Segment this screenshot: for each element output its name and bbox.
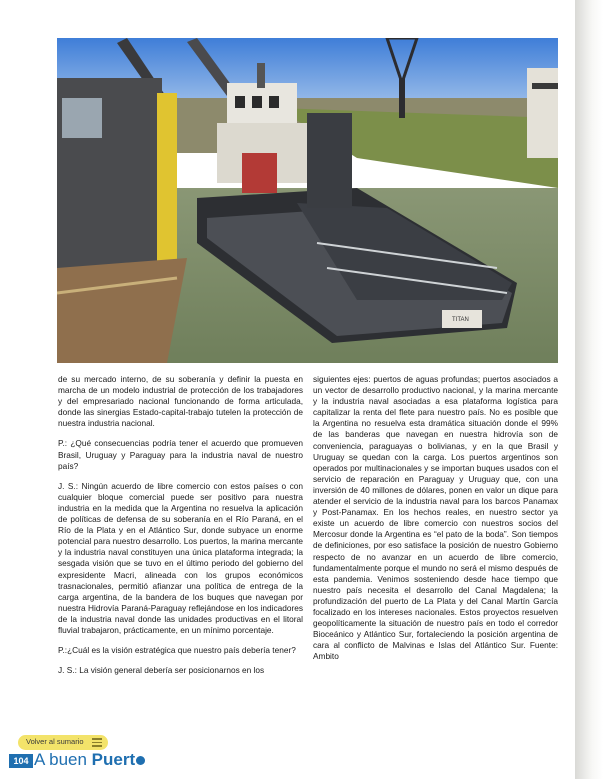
magazine-brand [34, 750, 145, 770]
page-edge-shadow [575, 0, 603, 779]
answer-paragraph: J. S.: La visión general debería ser posicionarnos en los [58, 665, 265, 676]
page-number: 104 [9, 754, 33, 768]
back-to-contents-label: Volver al sumario [26, 737, 84, 746]
article-paragraph: siguientes ejes: puertos de aguas profundas; puertos asociados a un vector de desarrollo productivo nacional, y la marina mercante y la industria naval asociadas a esa plataforma logística para capitalizar la renta del flete para nuestro país. No es posible que la Argentina no resuelva esta dramática situación donde el 99% de las banderas que navegan en nuestra hidrovía son de conveniencia, paraguayas o bolivianas, y en la que Brasil y Uruguay se quedan con la carga. Los puertos argentinos son operados por multinacionales y se importan buques usados con el servicio de reparación en Paraguay y Uruguay que, con una inversión de 40 millones de dólares, ponen en valor un dique para atender el servicio de la industria naval para los barcos Panamax y Post-Panamax. En los hechos reales, en nuestro sector ya existe un acuerdo de libre comercio con nuestros socios del Mercosur donde la Argentina es “el pato de la boda”. Son tiempos de definiciones, por eso satisface la posición de nuestro Gobierno respecto de no avanzar en un acuerdo de libre comercio, fundamentalmente porque el mundo no será el mismo después de esta pandemia. Venimos sosteniendo desde hace tiempo que nuestro país necesita el desarrollo del Canal Magdalena; la profundización del puerto de La Plata y del Canal Martín García focalizado en los intereses nacionales. Estos proyectos resuelven geopolíticamente la situación de nuestro país en todo el corredor Bioceánico y Atlántico Sur, fortaleciendo la posición argentina de cara al conflicto de Malvinas e Islas del Atlántico Sur. Fuente: Ambito [313, 374, 558, 662]
hull-name-text: TITAN [452, 317, 469, 323]
tugboat-photo [57, 38, 558, 363]
helm-icon [136, 756, 145, 765]
article-paragraph: de su mercado interno, de su soberanía y definir la puesta en marcha de un modelo industrial de protección de los trabajadores y del empresariado nacional funcionando de forma articulada, donde las sinergias Estado-capital-trabajo tutelen la protección de nuestra industria nacional. [58, 374, 303, 429]
question-paragraph: P.:¿Cuál es la visión estratégica que nuestro país debería tener? [58, 645, 296, 656]
article-column-left [58, 374, 303, 685]
brand-bold: Puert [91, 750, 136, 769]
brand-prefix: A buen [34, 750, 92, 769]
question-paragraph: P.: ¿Qué consecuencias podría tener el acuerdo que promueven Brasil, Uruguay y Paraguay para la industria naval de nuestro país? [58, 438, 303, 471]
back-to-contents-button[interactable] [18, 735, 108, 750]
menu-lines-icon [92, 738, 102, 747]
answer-paragraph: J. S.: Ningún acuerdo de libre comercio con estos países o con cualquier bloque comercial puede ser positivo para nuestra industria en la medida que la Argentina no resuelva la aplicación de políticas de defensa de su soberanía en el Río Paraná, en el Río de la Plata y en el Atlántico Sur, donde subyace un enorme potencial para nuestro desarrollo. Los puertos, la marina mercante y la industria naval constituyen una única plataforma integrada; la sesgada visión que se tuvo en el último periodo del gobierno del expresidente Macri, alineada con los grupos económicos trasnacionales, permitió afianzar una política de entrega de la carga argentina, de la bandera de los buques que navegan por nuestra Hidrovía Paraná-Paraguay reflejándose en los indicadores de la industria naval donde las unidades productivas en el litoral fluvial trabajaron, prácticamente, en un mínimo porcentaje. [58, 480, 303, 635]
article-photo [57, 38, 558, 363]
article-column-right [313, 374, 558, 671]
